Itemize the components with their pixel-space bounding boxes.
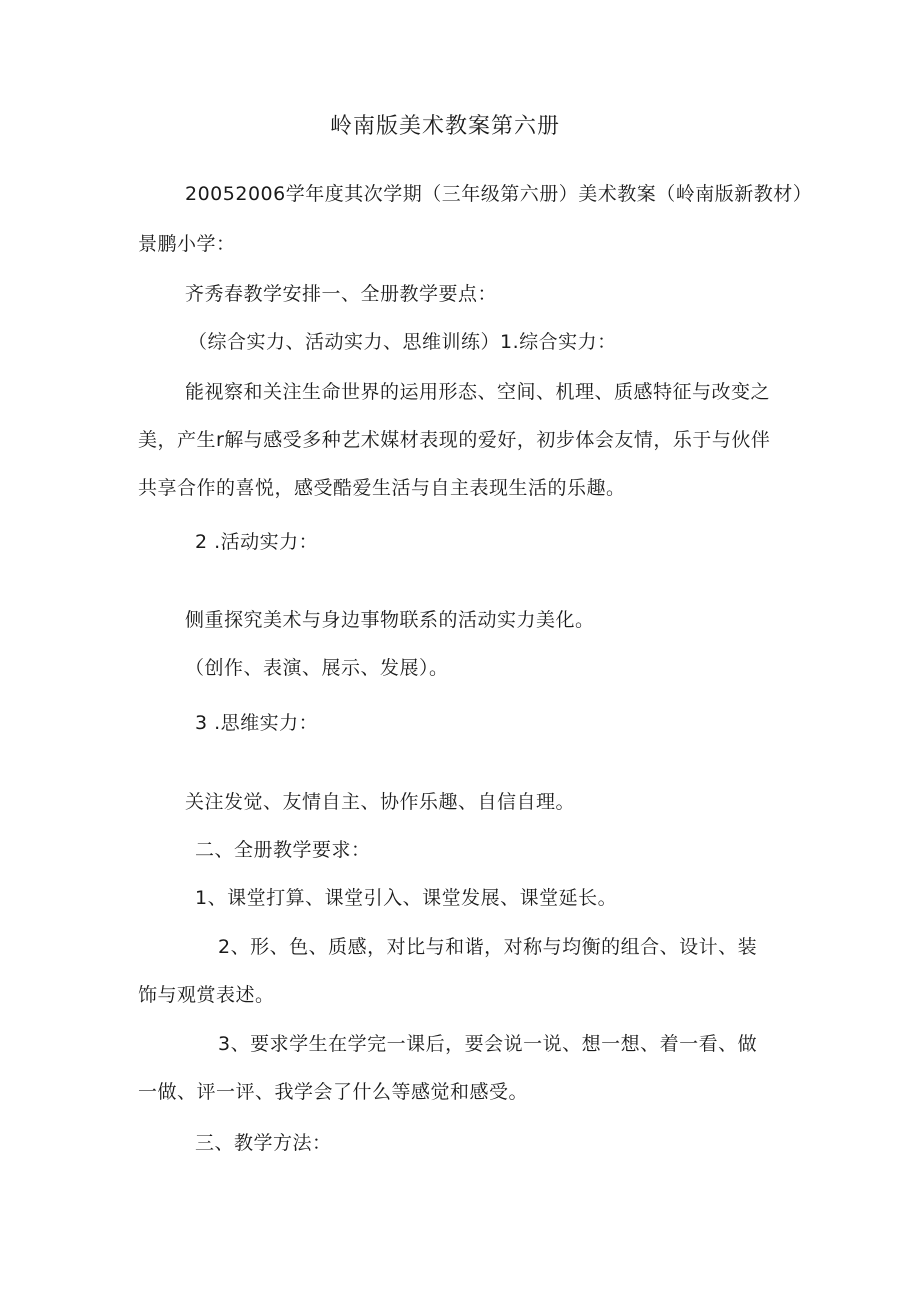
paragraph-line: 能视察和关注生命世界的运用形态、空间、机理、质感特征与改变之 xyxy=(185,381,771,403)
paragraph-line: （综合实力、活动实力、思维训练）1.综合实力： xyxy=(188,331,617,353)
section-heading: 三、教学方法： xyxy=(195,1132,332,1154)
paragraph-line: 3、要求学生在学完一课后，要会说一说、想一想、着一看、做 xyxy=(218,1033,758,1055)
section-heading: 2 .活动实力： xyxy=(195,531,319,553)
paragraph-line: 饰与观赏表述。 xyxy=(138,984,275,1006)
paragraph-line: 2、形、色、质感，对比与和谐，对称与均衡的组合、设计、装 xyxy=(218,936,758,958)
section-heading: 3 .思维实力： xyxy=(195,712,319,734)
paragraph-line: 齐秀春教学安排一、全册教学要点： xyxy=(185,283,498,305)
paragraph-line: 共享合作的喜悦，感受酷爱生活与自主表现生活的乐趣。 xyxy=(138,477,626,499)
paragraph-line: 1、课堂打算、课堂引入、课堂发展、课堂延长。 xyxy=(195,887,618,909)
paragraph-line: 美，产生r解与感受多种艺术媒材表现的爱好，初步体会友情，乐于与伙伴 xyxy=(138,429,771,451)
section-heading: 二、全册教学要求： xyxy=(195,839,371,861)
paragraph-line: 侧重探究美术与身边事物联系的活动实力美化。 xyxy=(185,609,595,631)
paragraph-line: （创作、表演、展示、发展）。 xyxy=(185,657,449,679)
paragraph-line: 一做、评一评、我学会了什么等感觉和感受。 xyxy=(138,1081,529,1103)
paragraph-line: 景鹏小学： xyxy=(138,233,236,255)
document-title: 岭南版美术教案第六册 xyxy=(330,114,561,139)
paragraph-line: 20052006学年度其次学期（三年级第六册）美术教案（岭南版新教材） xyxy=(185,183,813,205)
paragraph-line: 关注发觉、友情自主、协作乐趣、自信自理。 xyxy=(185,791,576,813)
